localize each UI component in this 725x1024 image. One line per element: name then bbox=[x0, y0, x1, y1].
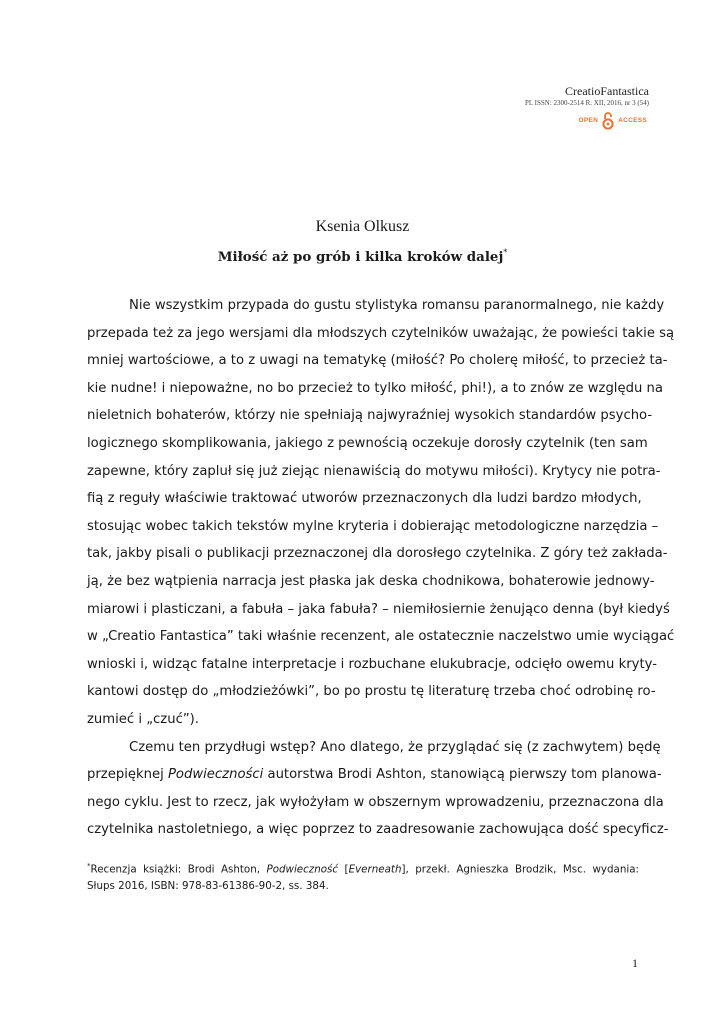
footnote-original-title: Everneath bbox=[348, 863, 402, 876]
footnote-mark: * bbox=[87, 862, 91, 870]
body-line bbox=[87, 761, 662, 789]
body-line: kie nudne! i niepoważne, no bo przecież to tylko miłość, phi!), a to znów ze względu na bbox=[87, 380, 663, 396]
page-number: 1 bbox=[632, 956, 638, 970]
body-line: logicznego skomplikowania, jakiego z pewnością oczekuje dorosły czytelnik (ten sam bbox=[87, 435, 648, 451]
body-line: wnioski i, widząc fatalne interpretacje i rozbuchane elukubracje, odcięło owemu kryty- bbox=[87, 656, 657, 672]
footnote-book-title: Podwieczność bbox=[266, 863, 339, 876]
body-line: miarowi i plasticzani, a fabuła – jaka fabuła? – niemiłosiernie żenująco denna (był kiedyś bbox=[87, 601, 670, 617]
article-body bbox=[87, 292, 675, 844]
footnote-line bbox=[87, 858, 639, 878]
body-line: przepada też za jego wersjami dla młodszych czytelników uważając, że powieści takie są bbox=[87, 325, 675, 341]
footnote-text: Recenzja książki: Brodi Ashton, bbox=[90, 863, 267, 876]
body-line: nego cyklu. Jest to rzecz, jak wyłożyłam w obszernym wprowadzeniu, przeznaczona dla bbox=[87, 794, 664, 810]
body-line: w „Creatio Fantastica” taki właśnie recenzent, ale ostatecznie naczelstwo umie wyciągać bbox=[87, 629, 675, 645]
journal-header bbox=[525, 84, 649, 130]
body-line: fią z reguły właściwie traktować utworów przeznaczonych dla ludzi bardzo młodych, bbox=[87, 491, 642, 507]
book-title: Podwieczności bbox=[167, 767, 264, 783]
body-line: stosując wobec takich tekstów mylne kryteria i dobierając metodologiczne narzędzia – bbox=[87, 518, 659, 534]
body-line: czytelnika nastoletniego, a więc poprzez to zaadresowanie zachowująca dość specyficz- bbox=[87, 822, 669, 838]
body-line: tak, jakby pisali o publikacji przeznaczonej dla dorosłego czytelnika. Z góry też zakłada- bbox=[87, 546, 668, 562]
footnote-line: Słups 2016, ISBN: 978-83-61386-90-2, ss. 384. bbox=[87, 880, 329, 893]
paragraph-1 bbox=[87, 292, 675, 734]
footnote-text: ], przekł. Agnieszka Brodzik, Msc. wydania: bbox=[401, 863, 639, 876]
footnote bbox=[87, 858, 639, 895]
issn-line: PL ISSN: 2300-2514 R. XII, 2016, nr 3 (54) bbox=[525, 99, 649, 107]
open-access-open-label: OPEN bbox=[578, 117, 599, 124]
open-access-access-label: ACCESS bbox=[618, 117, 647, 124]
article-author: Ksenia Olkusz bbox=[315, 218, 410, 235]
open-access-lock-icon bbox=[602, 111, 614, 130]
body-line: Czemu ten przydługi wstęp? Ano dlatego, że przyglądać się (z zachwytem) będę bbox=[129, 739, 661, 755]
body-text-fragment: autorstwa Brodi Ashton, stanowiącą pierwszy tom planowa- bbox=[263, 767, 662, 783]
article-title-text: Miłość aż po grób i kilka kroków dalej bbox=[217, 249, 504, 265]
body-line: nieletnich bohaterów, którzy nie spełniają najwyraźniej wysokich standardów psycho- bbox=[87, 408, 653, 424]
body-line: ją, że bez wątpienia narracja jest płaska jak deska chodnikowa, bohaterowie jednowy- bbox=[87, 573, 655, 589]
journal-name: CreatioFantastica bbox=[565, 84, 649, 98]
body-line: mniej wartościowe, a to z uwagi na tematykę (miłość? Po cholerę miłość, to przecież ta- bbox=[87, 353, 668, 369]
paragraph-2 bbox=[87, 734, 669, 844]
body-line: Nie wszystkim przypada do gustu stylistyka romansu paranormalnego, nie każdy bbox=[129, 298, 665, 313]
body-text-fragment: przepięknej bbox=[87, 767, 168, 783]
title-footnote-mark: * bbox=[503, 248, 508, 257]
footnote-text: [ bbox=[338, 863, 349, 876]
article-title bbox=[0, 248, 725, 265]
body-line: zapewne, który zapluł się już ziejąc nienawiścią do motywu miłości). Krytycy nie potra- bbox=[87, 463, 661, 479]
body-line: kantowi dostęp do „młodzieżówki”, bo po prostu tę literaturę trzeba choć odrobinę ro- bbox=[87, 684, 656, 700]
open-access-logo bbox=[525, 111, 647, 130]
body-line: zumieć i „czuć”). bbox=[87, 711, 199, 727]
